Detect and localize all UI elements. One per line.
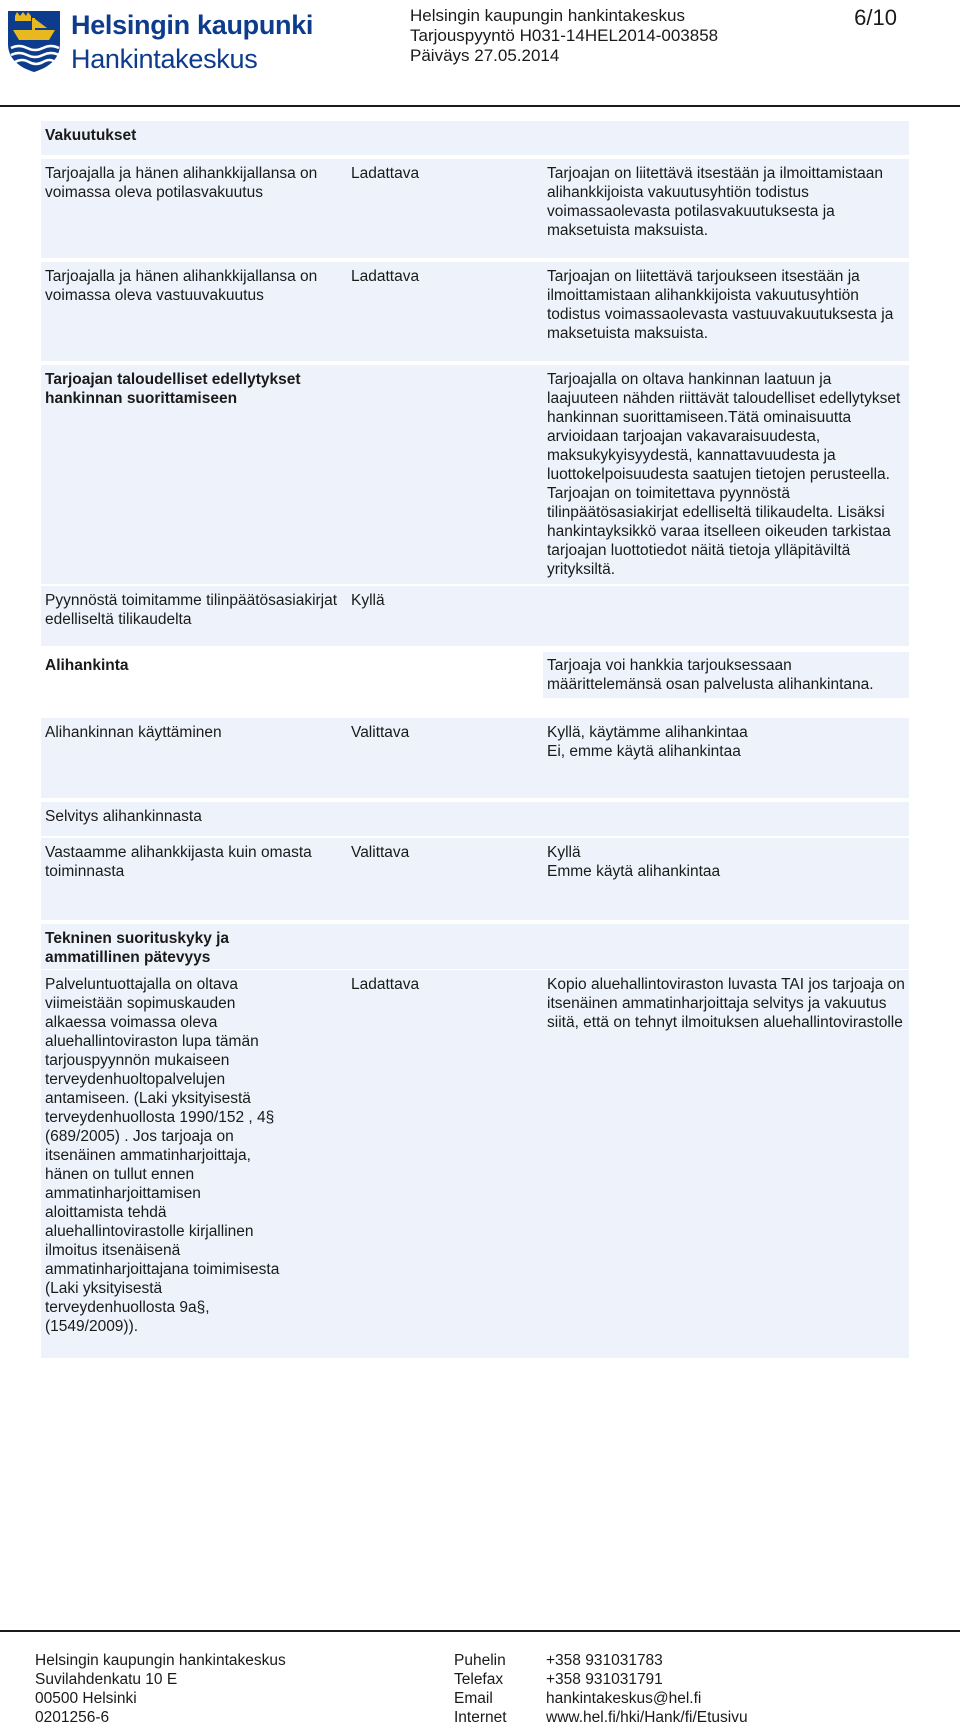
footer-organization: Helsingin kaupungin hankintakeskus (35, 1652, 286, 1669)
option-item: Emme käytä alihankintaa (547, 863, 721, 880)
requirement-type: Valittava (351, 724, 410, 741)
requirement-type: Ladattava (351, 976, 420, 993)
requirement-row-vastaamme (41, 838, 909, 920)
option-item: Kyllä (547, 844, 581, 861)
requirement-label: Alihankinnan käyttäminen (45, 724, 222, 741)
fax-value: +358 931031791 (546, 1671, 663, 1688)
section-title: Vakuutukset (45, 127, 137, 144)
requirement-label: Pyynnöstä toimitamme tilinpäätösasiakirjat edelliseltä tilikaudelta (45, 592, 338, 628)
helsinki-crest-icon (5, 8, 63, 74)
requirement-description: Tarjoajan on liitettävä itsestään ja ilmoittamistaan alihankkijoista vakuutusyhtiön todistus voimassaolevasta potilasvakuutuksesta ja maksetuista maksuista. (547, 165, 884, 239)
option-item: Ei, emme käytä alihankintaa (547, 743, 741, 760)
footer-postal: 00500 Helsinki (35, 1690, 137, 1707)
footer-street: Suvilahdenkatu 10 E (35, 1671, 178, 1688)
section-title: Tarjoajan taloudelliset edellytykset hankinnan suorittamiseen (45, 371, 301, 407)
contact-label: Internet (454, 1709, 507, 1726)
brand-unit: Hankintakeskus (71, 44, 258, 74)
section-vakuutukset (41, 121, 909, 155)
requirement-description: Tarjoajan on liitettävä tarjoukseen itsestään ja ilmoittamistaan alihankkijoista vakuutusyhtiön todistus voimassaolevasta vastuuvakuutuksesta ja maksetuista maksuista. (547, 268, 894, 342)
meta-organization: Helsingin kaupungin hankintakeskus (410, 6, 686, 25)
page-number: 6/10 (854, 5, 897, 30)
helsinki-logo (5, 6, 314, 74)
option-item: Kyllä, käytämme alihankintaa (547, 724, 748, 741)
section-title: Tekninen suorituskyky ja ammatillinen pätevyys (45, 930, 230, 966)
section-alihankinta (41, 650, 909, 714)
contact-label: Puhelin (454, 1652, 506, 1669)
requirement-label: Tarjoajalla ja hänen alihankkijallansa on voimassa oleva vastuuvakuutus (45, 268, 318, 304)
brand-name: Helsingin kaupunki (71, 10, 314, 40)
requirement-description: Kopio aluehallintoviraston luvasta TAI jos tarjoaja on itsenäinen ammatinharjoittaja selvitys ja vakuutus siitä, että on tehnyt ilmoituksen aluehallintovirastolle (547, 976, 905, 1031)
website-link[interactable]: www.hel.fi/hki/Hank/fi/Etusivu (546, 1709, 748, 1726)
footer-divider (0, 1630, 960, 1632)
footer-contact-labels (454, 1651, 507, 1727)
requirement-type: Ladattava (351, 268, 420, 285)
contact-label: Email (454, 1690, 493, 1707)
section-title: Selvitys alihankinnasta (45, 808, 202, 825)
section-description: Tarjoajalla on oltava hankinnan laatuun ja laajuuteen nähden riittävät taloudelliset edellytykset hankinnan suorittamiseen.Tätä ominaisuutta arvioidaan tarjoajan vakavaraisuudesta, maksukykyisyydestä, kannattavuudesta ja luottokelpoisuudesta saatujen tietojen perusteella. Tarjoajan on toimitettava pyynnöstä tilinpäätösasiakirjat edelliseltä tilikaudelta. Lisäksi hankintayksikkö varaa itselleen oikeuden tarkistaa tarjoajan luottotiedot näitä tietoja ylläpitäviltä yrityksiltä. (547, 371, 901, 578)
page-header (0, 0, 960, 108)
requirement-label: Palveluntuottajalla on oltava viimeistään sopimuskauden alkaessa voimassa oleva aluehallintoviraston lupa tämän tarjouspyynnön mukaiseen terveydenhuoltopalvelujen antamiseen. (Laki yksityisestä terveydenhuollosta 1990/152 , 4§ (689/2005) . Jos tarjoaja on itsenäinen ammatinharjoittaja, hänen on tullut ennen ammatinharjoittamisen aloittamista tehdä aluehallintovirastolle kirjallinen ilmoitus itsenäisenä ammatinharjoittajana toimimisesta (Laki yksityisestä terveydenhuollosta 9a§, (1549/2009)). (45, 976, 280, 1335)
requirement-row-tilinpaatos (41, 586, 909, 646)
requirement-type: Valittava (351, 844, 410, 861)
requirement-row-aluehallintoviraston-lupa (41, 970, 909, 1358)
contact-label: Telefax (454, 1671, 504, 1688)
requirement-row-potilasvakuutus (41, 159, 909, 258)
option-list (547, 723, 905, 761)
section-tekninen (41, 924, 909, 969)
requirement-type: Ladattava (351, 165, 420, 182)
section-description: Tarjoaja voi hankkia tarjouksessaan määrittelemänsä osan palvelusta alihankintana. (543, 652, 909, 698)
requirement-type: Kyllä (351, 592, 385, 609)
requirement-row-alihankinnan-kaytto (41, 718, 909, 798)
document-meta (410, 6, 718, 66)
meta-date: Päiväys 27.05.2014 (410, 46, 560, 65)
footer-business-id: 0201256-6 (35, 1709, 110, 1726)
section-selvitys (41, 802, 909, 836)
requirement-label: Tarjoajalla ja hänen alihankkijallansa on voimassa oleva potilasvakuutus (45, 165, 318, 201)
requirement-row-vastuuvakuutus (41, 262, 909, 361)
phone-value: +358 931031783 (546, 1652, 663, 1669)
meta-reference: Tarjouspyyntö H031-14HEL2014-003858 (410, 26, 719, 45)
requirement-label: Vastaamme alihankkijasta kuin omasta toiminnasta (45, 844, 312, 880)
section-taloudelliset (41, 365, 909, 584)
email-link[interactable]: hankintakeskus@hel.fi (546, 1690, 702, 1707)
header-divider (0, 105, 960, 107)
footer-contact-values (546, 1651, 748, 1727)
section-title: Alihankinta (45, 657, 129, 674)
option-list (547, 843, 905, 881)
footer-address (35, 1651, 286, 1727)
